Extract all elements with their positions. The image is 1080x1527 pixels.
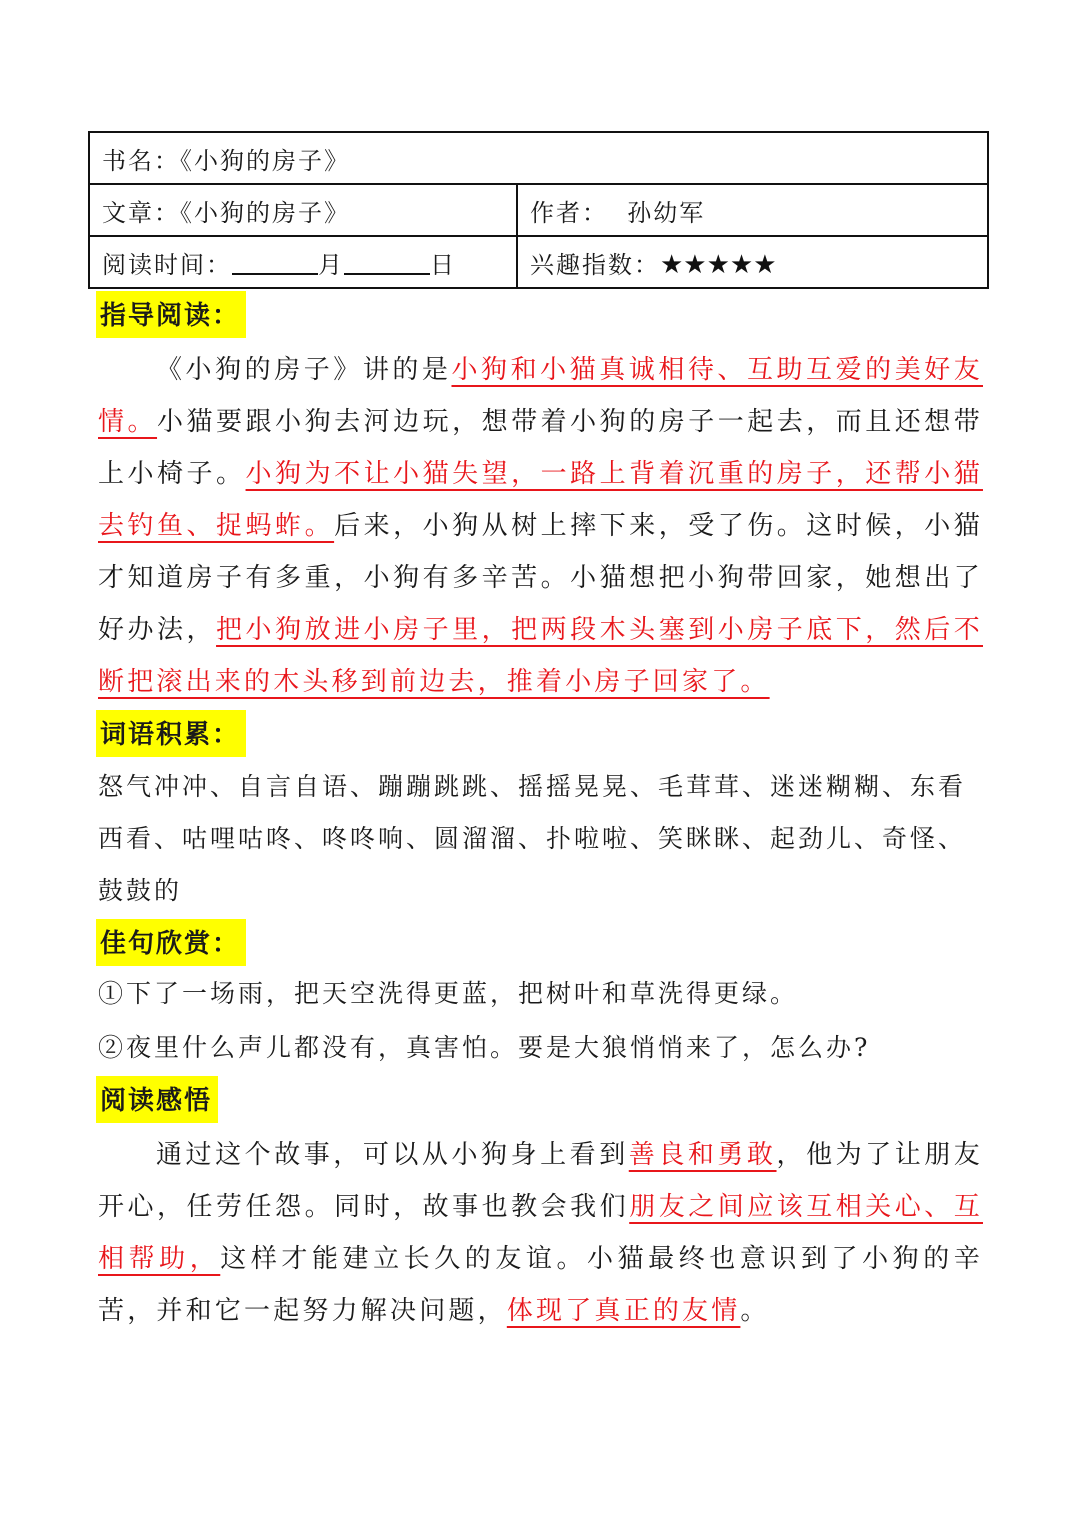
sentences-title: 佳句欣赏： bbox=[96, 919, 246, 966]
vocab-title: 词语积累： bbox=[96, 710, 246, 757]
highlighted-text: 小狗为不让小猫失望，一路上背着沉重的房子，还帮小猫去钓鱼、捉蚂蚱。 bbox=[98, 459, 983, 541]
interest-label: 兴趣指数： bbox=[530, 250, 660, 279]
read-time-cell bbox=[89, 236, 517, 288]
body-text: ，他为了让朋友开心，任劳任怨。同时，故事也教会我们 bbox=[98, 1140, 983, 1222]
highlighted-text: 体现了真正的友情 bbox=[506, 1296, 741, 1326]
article-label: 文章： bbox=[102, 198, 180, 227]
sentence-1: ①下了一场雨，把天空洗得更蓝，把树叶和草洗得更绿。 bbox=[98, 979, 799, 1008]
body-text: 小猫要跟小狗去河边玩，想带着小狗的房子一起去，而且还想带上小椅子。 bbox=[98, 407, 983, 489]
book-label: 书名： bbox=[102, 146, 180, 175]
book-title-cell bbox=[89, 132, 988, 184]
month-label: 月 bbox=[318, 250, 344, 279]
sentence-2: ②夜里什么声儿都没有，真害怕。要是大狼悄悄来了，怎么办? bbox=[98, 1033, 871, 1062]
guide-title: 指导阅读： bbox=[96, 291, 246, 338]
body-text: 《小狗的房子》讲的是 bbox=[156, 355, 452, 385]
body-text: 后来，小狗从树上摔下来，受了伤。这时候，小猫才知道房子有多重，小狗有多辛苦。小猫想把小狗带回家，她想出了好办法， bbox=[98, 511, 984, 645]
author-cell bbox=[517, 184, 988, 236]
interest-stars: ★★★★★ bbox=[660, 249, 777, 280]
body-text: 通过这个故事，可以从小狗身上看到 bbox=[156, 1140, 629, 1170]
read-time-label: 阅读时间： bbox=[102, 250, 232, 279]
reading-card bbox=[88, 131, 988, 1337]
author-name: 孙幼军 bbox=[627, 198, 706, 227]
month-blank[interactable] bbox=[232, 247, 318, 275]
insight-title: 阅读感悟 bbox=[96, 1076, 218, 1123]
body-text: 这样才能建立长久的友谊。小猫最终也意识到了小狗的辛苦，并和它一起努力解决问题， bbox=[98, 1244, 983, 1326]
book-title: 《小狗的房子》 bbox=[180, 146, 350, 175]
highlighted-text: 善良和勇敢 bbox=[628, 1140, 777, 1170]
highlighted-text: 小狗和小猫真诚相待、互助互爱的美好友情。 bbox=[98, 355, 983, 437]
book-info-table bbox=[88, 131, 989, 289]
highlighted-text: 把小狗放进小房子里，把两段木头塞到小房子底下，然后不断把滚出来的木头移到前边去，推着小房子回家了。 bbox=[98, 615, 983, 697]
article-cell bbox=[89, 184, 517, 236]
vocab-list: 怒气冲冲、自言自语、蹦蹦跳跳、摇摇晃晃、毛茸茸、迷迷糊糊、东看西看、咕哩咕咚、咚咚响、圆溜溜、扑啦啦、笑眯眯、起劲儿、奇怪、鼓鼓的 bbox=[98, 772, 967, 905]
highlighted-text: 朋友之间应该互相关心、互相帮助， bbox=[98, 1192, 983, 1274]
body-text: 。 bbox=[740, 1296, 770, 1326]
guide-paragraph bbox=[98, 344, 983, 708]
author-label: 作者： bbox=[530, 198, 608, 227]
day-blank[interactable] bbox=[344, 247, 430, 275]
article-title: 《小狗的房子》 bbox=[180, 198, 350, 227]
day-label: 日 bbox=[430, 250, 456, 279]
interest-cell bbox=[517, 236, 988, 288]
insight-paragraph bbox=[98, 1129, 983, 1337]
